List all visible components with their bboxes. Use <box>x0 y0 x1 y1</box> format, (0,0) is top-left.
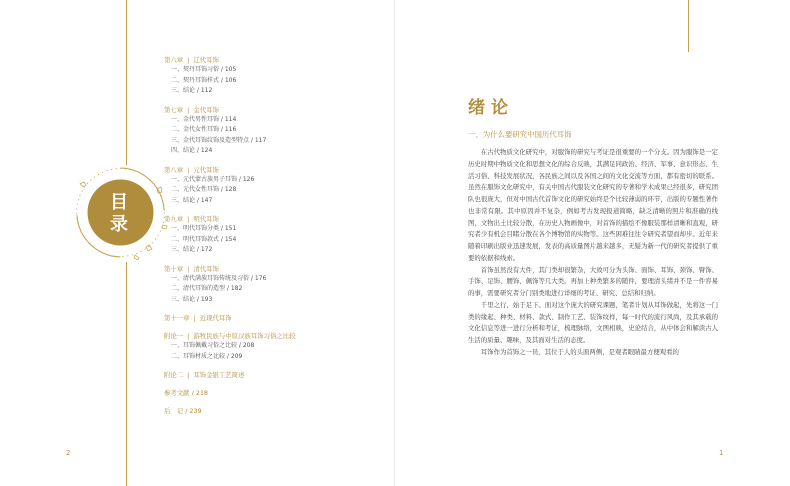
toc-entry[interactable]: 二、契丹耳饰样式 / 106 <box>171 76 237 84</box>
paragraph: 千里之行，始于足下。面对这个庞大的研究课题，笔者计划从耳饰做起，先将这一门类的缘起、种类、材料、款式、制作工艺、装饰纹样，每一时代的流行风尚，及其承载的文化信息等进一进行分析和考证，梳理脉络，文图相映，史论结合，从中体会和解读古人生活的质量、趣味，及其面对生活的态度。 <box>468 300 718 344</box>
toc-entry[interactable]: 四、结论 / 124 <box>171 147 213 154</box>
page-title: 绪论 <box>468 98 514 118</box>
toc-entry[interactable]: 三、结论 / 172 <box>171 246 213 253</box>
body-text <box>468 147 718 359</box>
chapter-title: 明代耳饰 <box>193 215 219 223</box>
separator: | <box>187 264 190 273</box>
toc-chapter-heading[interactable] <box>164 264 364 274</box>
chapter-title: 金代耳饰 <box>193 105 219 114</box>
page-number-left: 2 <box>66 449 71 457</box>
toc-emblem <box>73 165 168 260</box>
paragraph: 在古代物质文化研究中，对服饰的研究与考证是很重要的一个分支。因为服饰是一定历史时期中物质文化和思想文化的综合反映，其满足同政治、经济、军事、意识形态、生活习俗、科技发展状况，各民族之间以及各国之间的文化交流等方面，都有密切的联系。虽然在服饰文化研究中，有关中国古代服装文化研究的专著和学术成果已经很多，研究团队也很庞大，但对中国古代首饰文化的研究始终是个比较薄弱的环节，出版的专题性著作也非常有限。其中原因并不复杂，例如考古发现报道简略，缺乏清晰的照片和准确的线图，文物出土比较分散，在历史人物画像中，对首饰的描绘不像服装那样清晰和直观，研究者少有机会目睹分散在各个博物馆的实物等。这些困难往往令研究者望而却步。近年来随着印刷出版业迅速发展，发表的高质量图片越来越多，无疑为新一代的研究者提供了重要的依据和线索。 <box>468 148 718 262</box>
chapter-title: 游牧民族与中原汉族耳饰习俗之比较 <box>193 332 296 340</box>
toc-entry[interactable]: 二、金代女性耳饰 / 116 <box>171 126 237 133</box>
toc-entry[interactable]: 三、结论 / 193 <box>171 295 213 303</box>
chapter-title: 近现代耳饰 <box>199 314 232 322</box>
toc-end-entry[interactable]: 后 记 / 239 <box>164 407 202 415</box>
intro-page <box>395 0 790 486</box>
decorative-line-top <box>126 0 127 165</box>
decorative-line-bottom <box>126 262 127 486</box>
toc-entry[interactable]: 二、清代耳饰的造型 / 182 <box>171 285 243 292</box>
chapter-number: 附论二 <box>164 371 184 379</box>
separator: | <box>187 56 190 64</box>
chapter-title: 清代耳饰 <box>193 264 219 273</box>
toc-entry[interactable]: 一、契丹耳饰习俗 / 105 <box>171 66 237 73</box>
emblem-char-2: 录 <box>110 214 128 235</box>
chapter-title: 耳饰金银工艺简述 <box>193 371 245 379</box>
toc-chapter-heading[interactable] <box>164 214 364 224</box>
table-of-contents <box>164 55 364 416</box>
chapter-number: 第八章 <box>164 165 184 174</box>
paragraph: 耳饰作为首饰之一员，其位于人的头面两侧，是观者眼睛最方便观看的 <box>480 347 679 356</box>
separator: | <box>187 165 190 174</box>
toc-chapter-heading[interactable] <box>164 331 364 341</box>
separator: | <box>187 105 190 114</box>
chapter-number: 第九章 <box>164 215 184 223</box>
toc-entry[interactable]: 三、金代耳饰纹饰及造型特点 / 117 <box>171 136 267 144</box>
chapter-number: 第六章 <box>164 56 184 64</box>
toc-entry[interactable]: 一、明代耳饰分类 / 151 <box>171 225 237 232</box>
toc-chapter-heading[interactable] <box>164 165 364 175</box>
chapter-number: 第十一章 <box>164 314 190 322</box>
toc-entry[interactable]: 一、耳饰佩戴习俗之比较 / 208 <box>171 342 255 349</box>
toc-entry[interactable]: 一、金代男性耳饰 / 114 <box>171 115 237 123</box>
chapter-number: 第十章 <box>164 264 184 273</box>
decorative-line-right <box>688 0 689 52</box>
page-number-right: 1 <box>719 449 724 457</box>
toc-entry[interactable]: 二、耳饰材质之比较 / 209 <box>171 352 243 360</box>
chapter-title: 元代耳饰 <box>193 165 219 174</box>
toc-chapter-heading[interactable] <box>164 55 364 65</box>
chapter-number: 第七章 <box>164 105 184 114</box>
toc-end-entry[interactable]: 参考文献 / 218 <box>164 389 208 397</box>
toc-entry[interactable]: 一、元代蒙古族男子耳饰 / 126 <box>171 175 255 183</box>
toc-entry[interactable]: 三、结论 / 112 <box>171 87 213 94</box>
chapter-title: 辽代耳饰 <box>193 56 219 64</box>
separator: | <box>193 314 196 322</box>
toc-entry[interactable]: 三、结论 / 147 <box>171 196 213 204</box>
emblem-char-1: 目 <box>110 192 128 213</box>
toc-entry[interactable]: 二、元代女性耳饰 / 128 <box>171 186 237 193</box>
separator: | <box>187 371 190 379</box>
section-heading: 一、为什么要研究中国历代耳饰 <box>468 130 572 139</box>
chapter-number: 附论一 <box>164 332 184 340</box>
separator: | <box>187 332 190 340</box>
toc-chapter-heading[interactable] <box>164 105 364 115</box>
toc-chapter-heading[interactable] <box>164 370 364 380</box>
paragraph: 首饰虽然没有大件，其门类却很繁杂，大致可分为头饰、面饰、耳饰、颈饰、臂饰、手饰、足饰、腰饰、佩饰等几大类。再加上种类繁多的随件，要理清头绪并不是一件容易的事，需要研究者分门别类地进行详细的考证、研究、总结和归纳。 <box>468 265 718 297</box>
separator: | <box>187 215 190 223</box>
toc-chapter-heading[interactable] <box>164 313 364 323</box>
toc-entry[interactable]: 一、清代满族耳饰传统及习俗 / 176 <box>171 274 267 282</box>
toc-entry[interactable]: 二、明代耳饰款式 / 154 <box>171 235 237 243</box>
